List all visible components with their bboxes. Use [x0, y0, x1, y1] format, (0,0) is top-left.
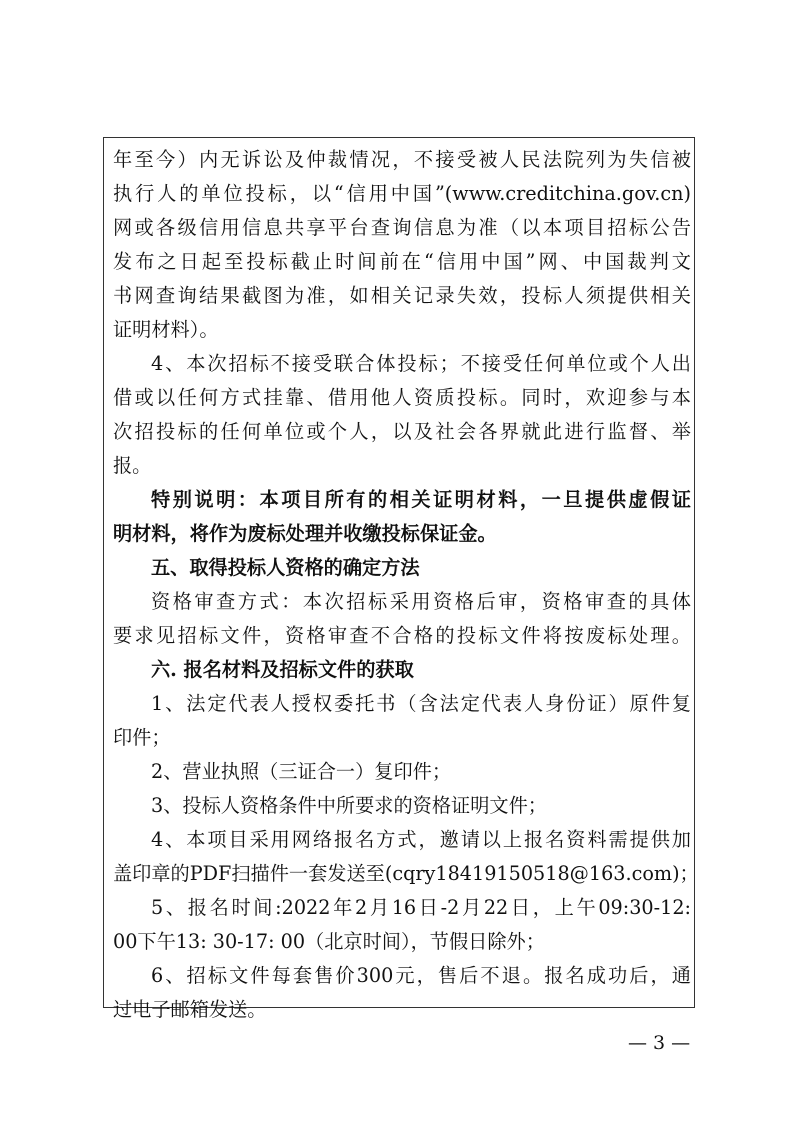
text-line: 00下午13: 30-17: 00（北京时间），节假日除外； [113, 930, 545, 953]
text-line: 3、投标人资格条件中所要求的资格证明文件； [151, 794, 547, 817]
text-line: 证明材料）。 [113, 318, 219, 341]
text-line: 网或各级信用信息共享平台查询信息为准（以本项目招标公告 [113, 216, 691, 239]
text-line: 6、招标文件每套售价300元，售后不退。报名成功后，通 [151, 964, 691, 987]
section-heading-six: 六. 报名材料及招标文件的获取 [151, 658, 414, 681]
text-line: 要求见招标文件，资格审查不合格的投标文件将按废标处理。 [113, 624, 691, 647]
text-line: 资格审查方式：本次招标采用资格后审，资格审查的具体 [151, 590, 691, 613]
text-line: 过电子邮箱发送。 [113, 998, 267, 1021]
text-line: 5、报名时间:2022年2月16日-2月22日，上午09:30-12: [151, 896, 691, 919]
special-note-line: 特别说明：本项目所有的相关证明材料，一旦提供虚假证 [151, 488, 691, 511]
text-line: 报。 [113, 454, 152, 477]
text-line: 年至今）内无诉讼及仲裁情况，不接受被人民法院列为失信被 [113, 148, 691, 171]
text-line: 盖印章的PDF扫描件一套发送至(cqry18419150518@163.com)； [113, 862, 699, 885]
text-line: 4、本次招标不接受联合体投标；不接受任何单位或个人出 [151, 352, 691, 375]
text-line: 执行人的单位投标，以“信用中国”(www.creditchina.gov.cn) [113, 182, 691, 205]
text-line: 印件； [113, 726, 171, 749]
text-line: 次招投标的任何单位或个人，以及社会各界就此进行监督、举 [113, 420, 691, 443]
text-line: 借或以任何方式挂靠、借用他人资质投标。同时，欢迎参与本 [113, 386, 691, 409]
section-heading-five: 五、取得投标人资格的确定方法 [151, 556, 420, 579]
page-number: — 3 — [628, 1032, 691, 1054]
text-line: 1、法定代表人授权委托书（含法定代表人身份证）原件复 [151, 692, 691, 715]
text-line: 发布之日起至投标截止时间前在“信用中国”网、中国裁判文 [113, 250, 691, 273]
text-line: 2、营业执照（三证合一）复印件； [151, 760, 452, 783]
text-line: 4、本项目采用网络报名方式，邀请以上报名资料需提供加 [151, 828, 691, 851]
special-note-line: 明材料，将作为废标处理并收缴投标保证金。 [113, 522, 497, 545]
text-line: 书网查询结果截图为准，如相关记录失效，投标人须提供相关 [113, 284, 691, 307]
